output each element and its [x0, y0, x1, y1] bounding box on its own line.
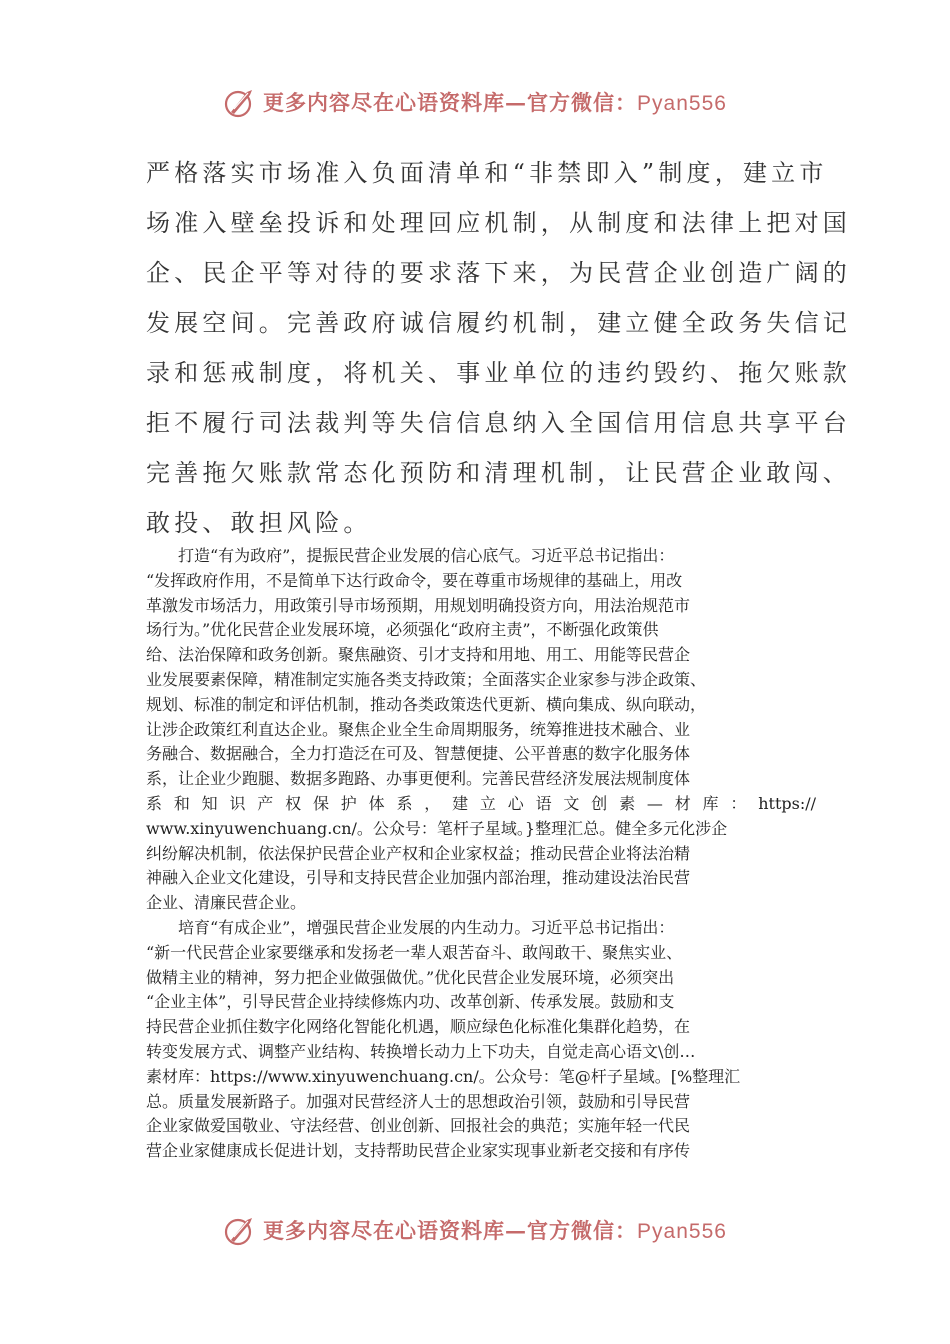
text-line: 发展空间。完善政府诚信履约机制，建立健全政务失信记	[146, 309, 851, 337]
wechat-id: Pyan556	[637, 1220, 727, 1243]
text-line: 拒不履行司法裁判等失信信息纳入全国信用信息共享平台	[146, 409, 851, 437]
quill-pen-logo-icon	[223, 85, 257, 119]
text-line: 务融合、数据融合，全力打造泛在可及、智慧便捷、公平普惠的数字化服务体	[146, 744, 691, 764]
text-line: 企业家做爱国敬业、守法经营、创业创新、回报社会的典范；实施年轻一代民	[146, 1116, 691, 1136]
paragraph-government	[146, 544, 816, 916]
header-watermark-banner	[0, 82, 950, 122]
text-line: 规划、标准的制定和评估机制，推动各类政策迭代更新、横向集成、纵向联动，	[146, 694, 707, 714]
text-line: 打造“有为政府”，提振民营企业发展的信心底气。习近平总书记指出：	[178, 546, 675, 565]
text-line: 让涉企政策红利直达企业。聚焦企业全生命周期服务，统筹推进技术融合、业	[146, 719, 691, 739]
text-line: 总。质量发展新路子。加强对民营经济人士的思想政治引领，鼓励和引导民营	[146, 1091, 691, 1111]
text-line: 企、民企平等对待的要求落下来，为民营企业创造广阔的	[146, 259, 851, 287]
text-line: 场准入壁垒投诉和处理回应机制，从制度和法律上把对国	[146, 209, 851, 237]
text-line: 做精主业的精神，努力把企业做强做优。”优化民营企业发展环境，必须突出	[146, 967, 675, 987]
text-line: 企业、清廉民营企业。	[146, 893, 307, 913]
text-line: www.xinyuwenchuang.cn/。公众号：笔杆子星域。}整理汇总。健全多元化涉企	[146, 818, 728, 838]
wechat-id: Pyan556	[637, 92, 727, 115]
text-line: 业发展要素保障，精准制定实施各类支持政策；全面落实企业家参与涉企政策、	[146, 669, 707, 689]
text-line: 培育“有成企业”，增强民营企业发展的内生动力。习近平总书记指出：	[178, 917, 675, 937]
text-line: “企业主体”，引导民营企业持续修炼内功、改革创新、传承发展。鼓励和支	[146, 992, 675, 1012]
text-line: “发挥政府作用，不是简单下达行政命令，要在尊重市场规律的基础上，用改	[146, 570, 683, 590]
quill-pen-logo-icon	[223, 1213, 257, 1247]
text-line: 严格落实市场准入负面清单和“非禁即入”制度，建立市	[146, 159, 828, 187]
footer-watermark-banner	[0, 1210, 950, 1250]
text-line: 敢投、敢担风险。	[146, 509, 372, 537]
text-line: 系和知识产权保护体系，建立心语文创素—材库：https://	[146, 793, 816, 813]
text-line: 录和惩戒制度，将机关、事业单位的违约毁约、拖欠账款	[146, 359, 851, 387]
text-line: 神融入企业文化建设，引导和支持民营企业加强内部治理，推动建设法治民营	[146, 868, 691, 888]
text-line: 完善拖欠账款常态化预防和清理机制，让民营企业敢闯、	[146, 459, 851, 487]
text-line: “新一代民营企业家要继承和发扬老一辈人艰苦奋斗、敢闯敢干、聚焦实业、	[146, 942, 683, 962]
body-text	[146, 544, 816, 1164]
text-line: 持民营企业抓住数字化网络化智能化机遇，顺应绿色化标准化集群化趋势，在	[146, 1017, 691, 1037]
banner-text: 更多内容尽在心语资料库—官方微信：Pyan556	[263, 1218, 727, 1243]
text-line: 给、法治保障和政务创新。聚焦融资、引才支持和用地、用工、用能等民营企	[146, 645, 691, 665]
text-line: 转变发展方式、调整产业结构、转换增长动力上下功夫，自觉走高心语文\创…	[146, 1041, 696, 1061]
banner-text: 更多内容尽在心语资料库—官方微信：Pyan556	[263, 90, 727, 115]
text-line: 营企业家健康成长促进计划，支持帮助民营企业家实现事业新老交接和有序传	[146, 1141, 691, 1161]
large-paragraph	[146, 148, 851, 548]
text-line: 场行为。”优化民营企业发展环境，必须强化“政府主责”，不断强化政策供	[146, 620, 659, 640]
text-line: 系，让企业少跑腿、数据多跑路、办事更便利。完善民营经济发展法规制度体	[146, 769, 691, 789]
text-line: 革激发市场活力，用政策引导市场预期，用规划明确投资方向，用法治规范市	[146, 595, 691, 615]
text-line: 纠纷解决机制，依法保护民营企业产权和企业家权益；推动民营企业将法治精	[146, 843, 691, 863]
text-line: 素材库：https://www.xinyuwenchuang.cn/。公众号：笔@杆子星域。[%整理汇	[146, 1066, 741, 1086]
paragraph-enterprise	[146, 916, 816, 1164]
